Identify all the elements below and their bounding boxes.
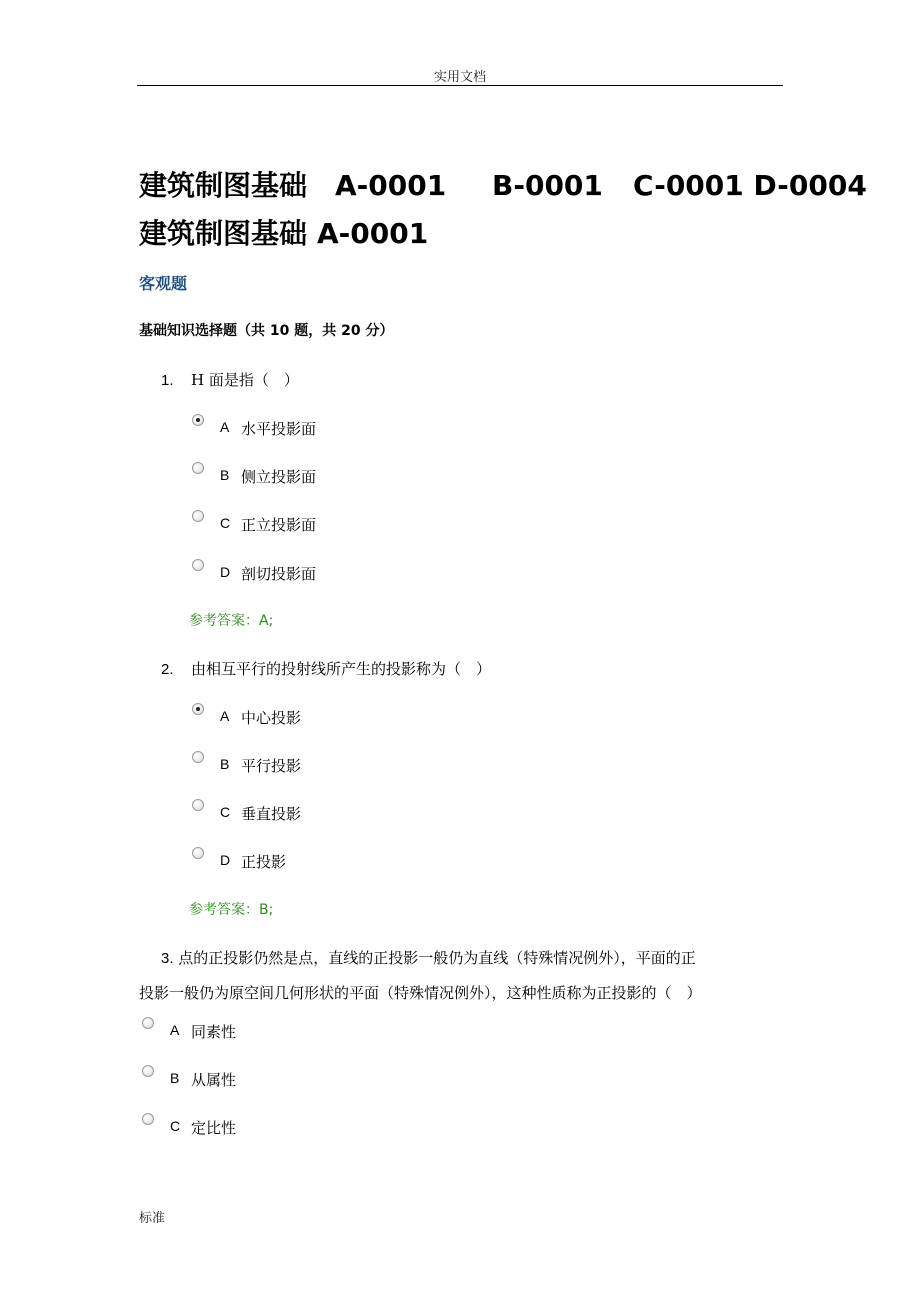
option-text: 侧立投影面: [241, 468, 317, 486]
option-text: 水平投影面: [241, 420, 317, 438]
option-letter: B: [220, 756, 230, 772]
radio-icon[interactable]: [192, 510, 204, 522]
section-subtitle: 基础知识选择题（共 10 题，共 20 分）: [139, 323, 394, 339]
radio-icon[interactable]: [192, 462, 204, 474]
option-text: 剖切投影面: [241, 565, 317, 583]
radio-icon[interactable]: [142, 1065, 154, 1077]
radio-icon[interactable]: [192, 559, 204, 571]
radio-icon[interactable]: [142, 1113, 154, 1125]
option-letter: D: [220, 852, 231, 868]
option-letter: C: [220, 804, 231, 820]
option-text: 定比性: [191, 1119, 237, 1137]
option-text: 正投影: [241, 853, 287, 871]
radio-icon[interactable]: [192, 847, 204, 859]
option-text: 中心投影: [241, 709, 302, 727]
question-1: [161, 369, 299, 390]
question-3-continued: [139, 982, 702, 1003]
question-text: H 面是指（ ）: [191, 371, 299, 389]
option-text: 正立投影面: [241, 516, 317, 534]
title-subject: 建筑制图基础: [139, 217, 308, 250]
option-letter: A: [220, 708, 230, 724]
title-code-a: A-0001: [335, 169, 447, 202]
question-number: 1.: [161, 372, 174, 389]
reference-answer-2: 参考答案：B;: [189, 902, 274, 918]
option-letter: B: [170, 1070, 180, 1086]
option-text: 垂直投影: [241, 805, 302, 823]
option-letter: C: [170, 1118, 181, 1134]
option-text: 从属性: [191, 1071, 237, 1089]
title-code-cd: C-0001 D-0004: [633, 169, 867, 202]
option-letter: D: [220, 564, 231, 580]
option-letter: A: [170, 1022, 180, 1038]
question-number: 3.: [161, 950, 174, 967]
option-letter: A: [220, 419, 230, 435]
radio-selected-icon[interactable]: [192, 414, 204, 426]
title-code-b: B-0001: [492, 169, 603, 202]
radio-icon[interactable]: [142, 1017, 154, 1029]
radio-icon[interactable]: [192, 751, 204, 763]
question-text-line-2: 投影一般仍为原空间几何形状的平面（特殊情况例外），这种性质称为正投影的（ ）: [139, 984, 702, 1002]
reference-answer-1: 参考答案：A;: [189, 613, 274, 629]
radio-selected-icon[interactable]: [192, 703, 204, 715]
page-footer: 标准: [139, 1211, 166, 1226]
radio-icon[interactable]: [192, 799, 204, 811]
option-text: 同素性: [191, 1023, 237, 1041]
question-2: [161, 658, 491, 679]
option-text: 平行投影: [241, 757, 302, 775]
page-header: 实用文档: [433, 70, 486, 85]
header-rule: [137, 85, 783, 86]
question-text: 由相互平行的投射线所产生的投影称为（ ）: [191, 660, 492, 678]
section-label: 客观题: [139, 274, 188, 293]
question-number: 2.: [161, 661, 174, 678]
title-code-a: A-0001: [317, 217, 429, 250]
title-subject: 建筑制图基础: [139, 169, 308, 202]
question-text-line-1: 点的正投影仍然是点，直线的正投影一般仍为直线（特殊情况例外），平面的正: [178, 949, 696, 967]
question-3: [161, 947, 696, 968]
option-letter: B: [220, 467, 230, 483]
option-letter: C: [220, 515, 231, 531]
